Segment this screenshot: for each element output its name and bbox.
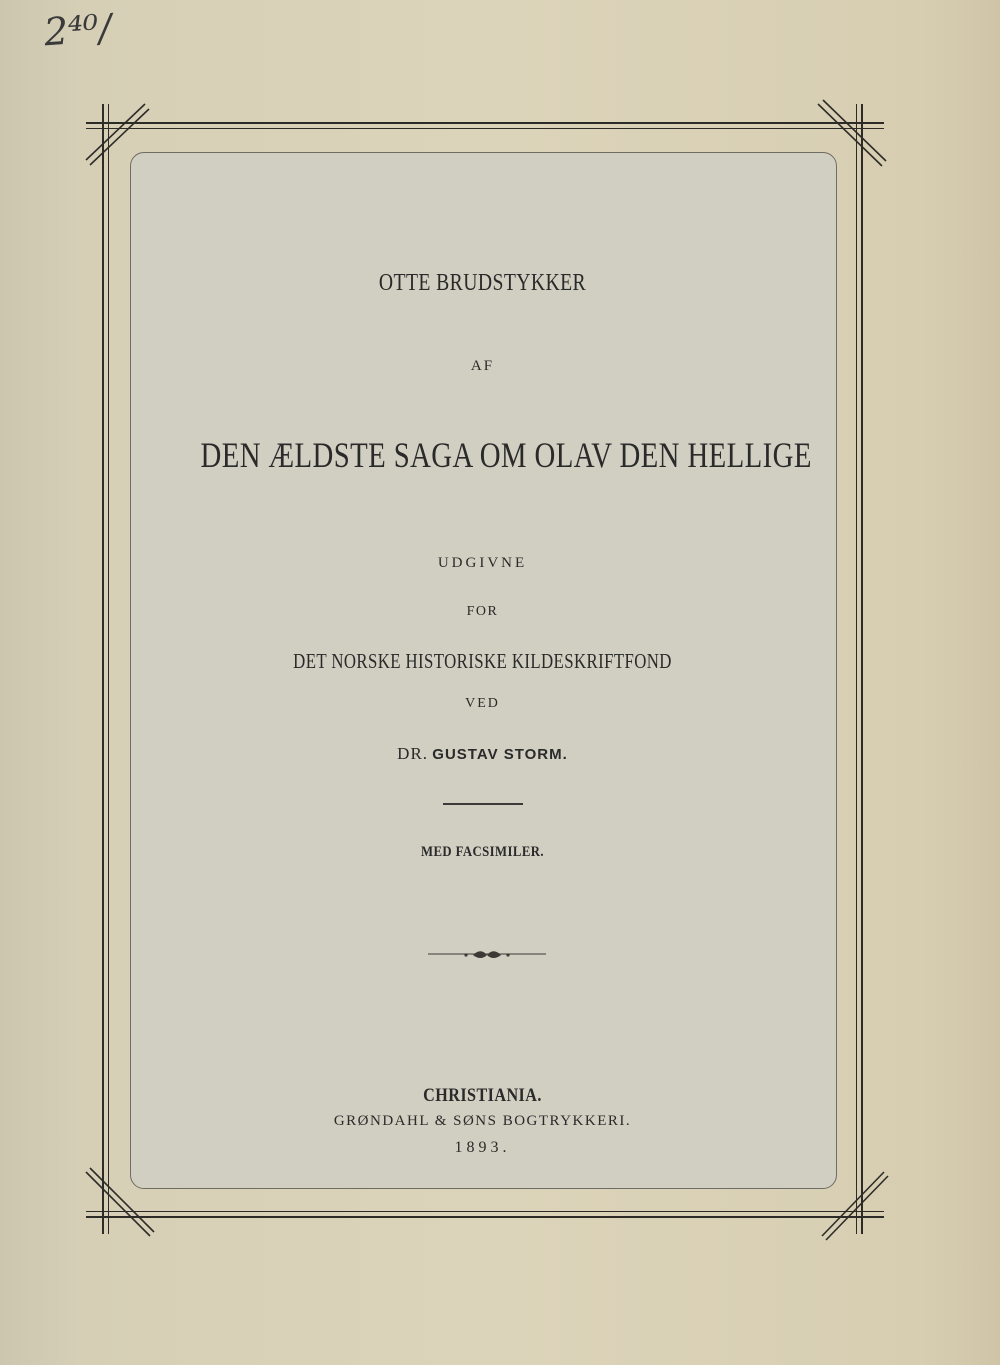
separator-rule: [443, 803, 523, 805]
frame-bottom-inner: [86, 1211, 884, 1212]
title-line-5: FOR: [466, 604, 499, 619]
ornament-divider: [428, 946, 546, 964]
frame-left-inner: [108, 104, 109, 1234]
title-line-7: VED: [465, 696, 500, 711]
imprint-year: 1893.: [454, 1139, 511, 1156]
title-line-2: AF: [470, 358, 495, 374]
author-name: GUSTAV STORM.: [432, 746, 568, 763]
imprint-printer: GRØNDAHL & SØNS BOGTRYKKERI.: [333, 1113, 632, 1129]
author-prefix: DR.: [397, 744, 429, 763]
frame-right-inner: [856, 104, 857, 1234]
frame-right-outer: [861, 104, 863, 1234]
title-line-4: UDGIVNE: [437, 555, 528, 571]
frame-bottom-outer: [86, 1216, 884, 1218]
frame-top-outer: [86, 122, 884, 124]
main-title: DEN ÆLDSTE SAGA OM OLAV DEN HELLIGE: [200, 435, 812, 475]
title-line-1: OTTE BRUDSTYKKER: [378, 270, 587, 296]
subtitle: MED FACSIMILER.: [420, 844, 545, 860]
handwritten-shelf-mark: 2⁴⁰/: [42, 5, 113, 55]
frame-top-inner: [86, 128, 884, 129]
author-line: [130, 744, 835, 764]
frame-left-outer: [102, 104, 104, 1234]
title-line-6: DET NORSKE HISTORISKE KILDESKRIFTFOND: [293, 649, 672, 673]
imprint-city: CHRISTIANIA.: [423, 1085, 542, 1106]
